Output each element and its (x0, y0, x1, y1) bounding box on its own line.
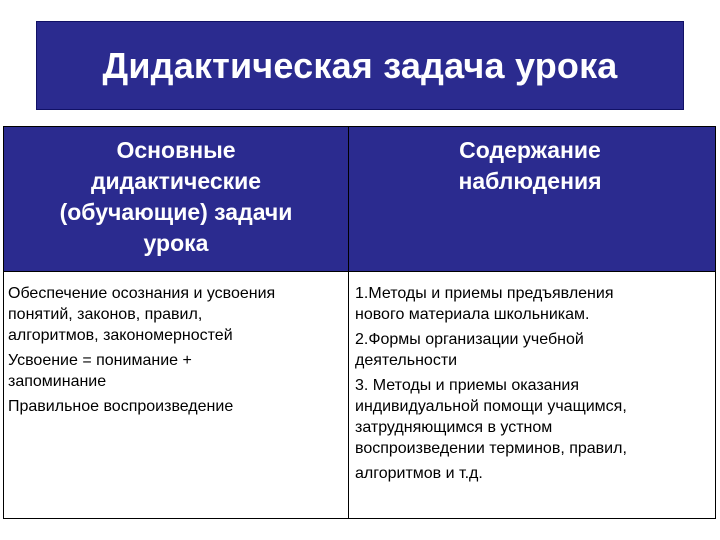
title-banner (36, 21, 684, 110)
tasks-line: запоминание (8, 373, 107, 390)
header-cell-tasks (4, 127, 349, 272)
observation-cell (349, 272, 715, 518)
observation-line: 3. Методы и приемы оказания (355, 377, 580, 394)
tasks-cell (4, 272, 349, 518)
observation-line: алгоритмов и т.д. (355, 465, 483, 482)
header-left-line: (обучающие) задачи (59, 199, 293, 225)
page-title: Дидактическая задача урока (102, 44, 618, 86)
header-right-line: наблюдения (458, 168, 602, 194)
observation-line: 1.Методы и приемы предъявления (355, 285, 614, 302)
tasks-line: Усвоение = понимание + (8, 352, 192, 369)
observation-line: 2.Формы организации учебной (355, 331, 584, 348)
didactic-table (3, 126, 716, 519)
tasks-line: Правильное воспроизведение (8, 398, 234, 415)
tasks-line: алгоритмов, закономерностей (8, 327, 233, 344)
header-right-line: Содержание (459, 137, 601, 163)
observation-line: деятельности (355, 352, 458, 369)
observation-line: нового материала школьникам. (355, 306, 590, 323)
header-left-line: Основные (116, 137, 236, 163)
observation-line: воспроизведении терминов, правил, (355, 440, 627, 457)
observation-line: индивидуальной помощи учащимся, (355, 398, 627, 415)
header-cell-observation (349, 127, 715, 272)
tasks-line: понятий, законов, правил, (8, 306, 203, 323)
header-left-line: урока (143, 230, 209, 256)
header-left-line: дидактические (90, 168, 262, 194)
observation-line: затрудняющимся в устном (355, 419, 553, 436)
tasks-line: Обеспечение осознания и усвоения (8, 285, 276, 302)
